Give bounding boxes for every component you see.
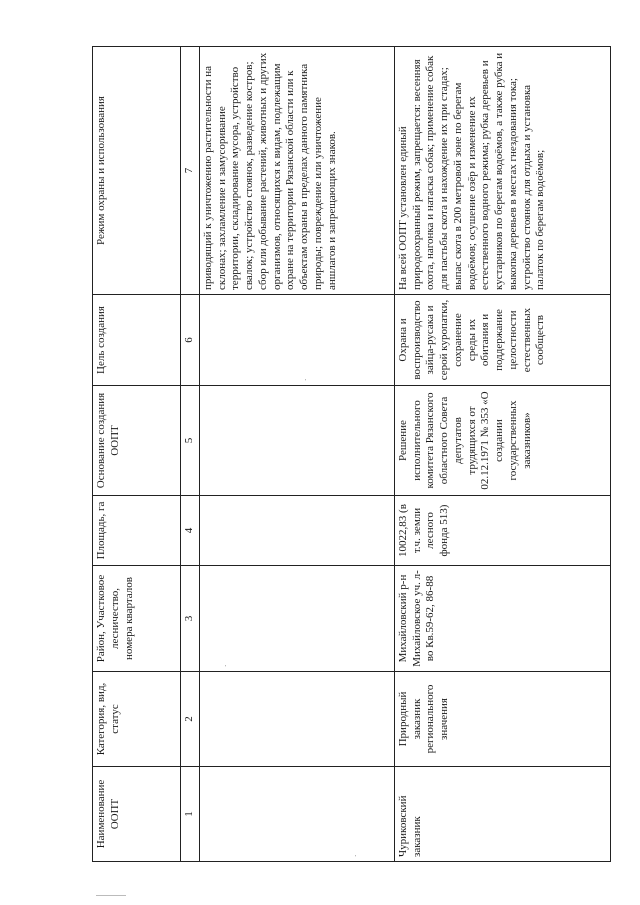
continuation-purpose-cell: · — [199, 295, 394, 386]
continuation-row — [199, 47, 394, 862]
header-name: Наименование ООПТ — [93, 767, 181, 862]
continuation-basis-cell — [199, 386, 394, 496]
column-number: 2 — [181, 672, 200, 767]
continuation-mode-text: приводящий к уничтожению растительности на склонах; захламление и замусоривание территории, складирование мусора, устройство свалок; устройство стоянок, разведение костров; сбор или добывание растений, животных и других организмов, относящихся к видам, подлежащим охране на территории Рязанской области или к объектам охраны в пределах данного памятника природы; повреждение или уничтожение аншлагов и запрещающих знаков. — [199, 47, 394, 295]
header-location: Район, Участковое лесничество, номера кварталов — [93, 566, 181, 672]
oopt-mode: На всей ООПТ установлен единый природоохранный режим, запрещается: весенняя охота, нагонка и натаска собак; применение собак для пастьбы скота и нахождение их при стадах; выпас скота в 200 метровой зоне по берегам водоёмов; осушение озёр и изменение их естественного водного режима; рубка деревьев и кустарников по берегам водоёмов, а также рубка и выкопка деревьев в местах гнездования тока; устройство стоянок для отдыха и установка палаток по берегам водоёмов; — [394, 47, 610, 295]
column-number: 4 — [181, 496, 200, 566]
continuation-name-cell: · — [199, 767, 394, 862]
continuation-location-cell: · — [199, 566, 394, 672]
column-number: 1 — [181, 767, 200, 862]
column-number-row — [181, 47, 200, 862]
table-row — [394, 47, 610, 862]
header-row — [93, 47, 181, 862]
oopt-name: Чуриковский заказник — [394, 767, 610, 862]
header-mode: Режим охраны и использования — [93, 47, 181, 295]
column-number: 6 — [181, 295, 200, 386]
rotated-table-container — [92, 47, 607, 862]
header-category: Категория, вид, статус — [93, 672, 181, 767]
oopt-table — [92, 46, 611, 862]
continuation-area-cell — [199, 496, 394, 566]
header-basis: Основание создания ООПТ — [93, 386, 181, 496]
column-number: 5 — [181, 386, 200, 496]
column-number: 3 — [181, 566, 200, 672]
header-purpose: Цель создания — [93, 295, 181, 386]
oopt-category: Природный заказник регионального значения — [394, 672, 610, 767]
oopt-area: 10022,83 (в т.ч. земли лесного фонда 513) — [394, 496, 610, 566]
scan-artifact-line — [96, 895, 126, 896]
column-number: 7 — [181, 47, 200, 295]
oopt-basis: Решение исполнительного комитета Рязанского областного Совета депутатов трудящихся от 02.12.1971 № 353 «О создании государственных заказников» — [394, 386, 610, 496]
header-area: Площадь, га — [93, 496, 181, 566]
continuation-category-cell — [199, 672, 394, 767]
oopt-purpose: Охрана и воспроизводство зайца-русака и серой куропатки, сохранение среды их обитания и поддержание целостности естественных сообществ — [394, 295, 610, 386]
oopt-location: Михайловский р-н Михайловское уч. л-во Кв.59-62, 86-88 — [394, 566, 610, 672]
